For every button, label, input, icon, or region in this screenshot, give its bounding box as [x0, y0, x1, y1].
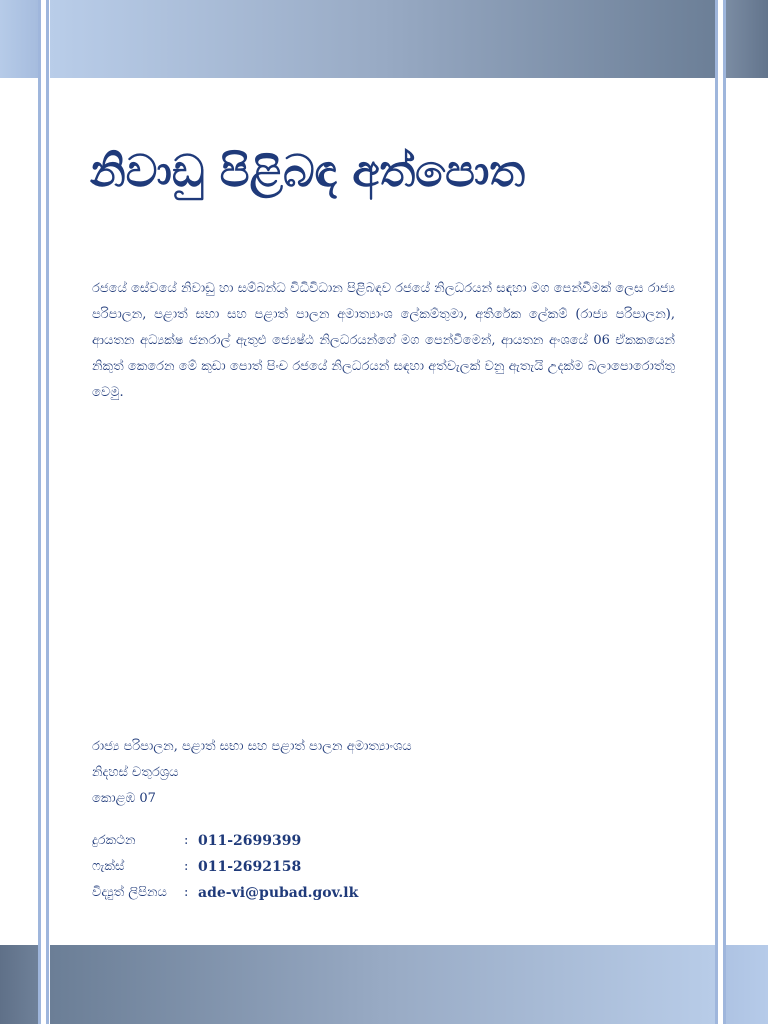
border-rule	[46, 0, 49, 1024]
header-band-left	[0, 0, 38, 78]
contact-row-fax	[92, 854, 592, 880]
contact-block	[92, 828, 592, 906]
fax-number: 011-2692158	[198, 859, 302, 875]
address-line: කොළඹ 07	[92, 791, 156, 806]
contact-label: විද්‍යුත් ලිපිනය	[92, 885, 167, 900]
border-rule	[723, 0, 726, 1024]
address-line: රාජ්‍ය පරිපාලන, පළාත් සභා සහ පළාත් පාලන අමාත්‍යාංශය	[92, 739, 412, 754]
email-address: ade-vi@pubad.gov.lk	[198, 885, 359, 901]
contact-label: ෆැක්ස්	[92, 859, 125, 874]
footer-band	[50, 945, 715, 1024]
contact-separator: :	[184, 885, 189, 900]
footer-band-right	[726, 945, 768, 1024]
phone-number: 011-2699399	[198, 833, 302, 849]
header-band-right	[726, 0, 768, 78]
address-block	[92, 734, 592, 812]
contact-separator: :	[184, 859, 189, 874]
border-rule	[38, 0, 41, 1024]
border-rule	[715, 0, 718, 1024]
footer-band-left	[0, 945, 38, 1024]
document-title: නිවාඩු පිළිබඳ අත්පොත	[90, 146, 526, 197]
address-line: නිදහස් චතුරශ්‍රය	[92, 765, 179, 780]
contact-label: දුරකථන	[92, 833, 136, 848]
contact-row-phone	[92, 828, 592, 854]
contact-separator: :	[184, 833, 189, 848]
intro-paragraph: රජයේ සේවයේ නිවාඩු හා සම්බන්ධ විධිවිධාන පිළිබඳව රජයේ නිලධරයන් සඳහා මග පෙන්වීමක් ලෙස රාජ්‍ය පරිපාලන, පළාත් සභා සහ පළාත් පාලන අමාත්‍යාංශ ලේකම්තුමා, අතිරේක ලේකම් (රාජ්‍ය පරිපාලන), ආයතන අධ්‍යක්ෂ ජනරාල් ඇතුළු ජ්‍යෙෂ්ඨ නිලධරයන්ගේ මග පෙන්වීමෙන්, ආයතන අංශයේ 06 ඒකකයෙන් නිකුත් කෙරෙන මේ කුඩා පොත් පිංච රජයේ නිලධරයන් සඳහා අත්වැලක් වනු ඇතැයි උදක්ම බලාපොරොත්තු වෙමු.	[92, 281, 675, 400]
header-band	[50, 0, 715, 78]
contact-row-email	[92, 880, 592, 906]
